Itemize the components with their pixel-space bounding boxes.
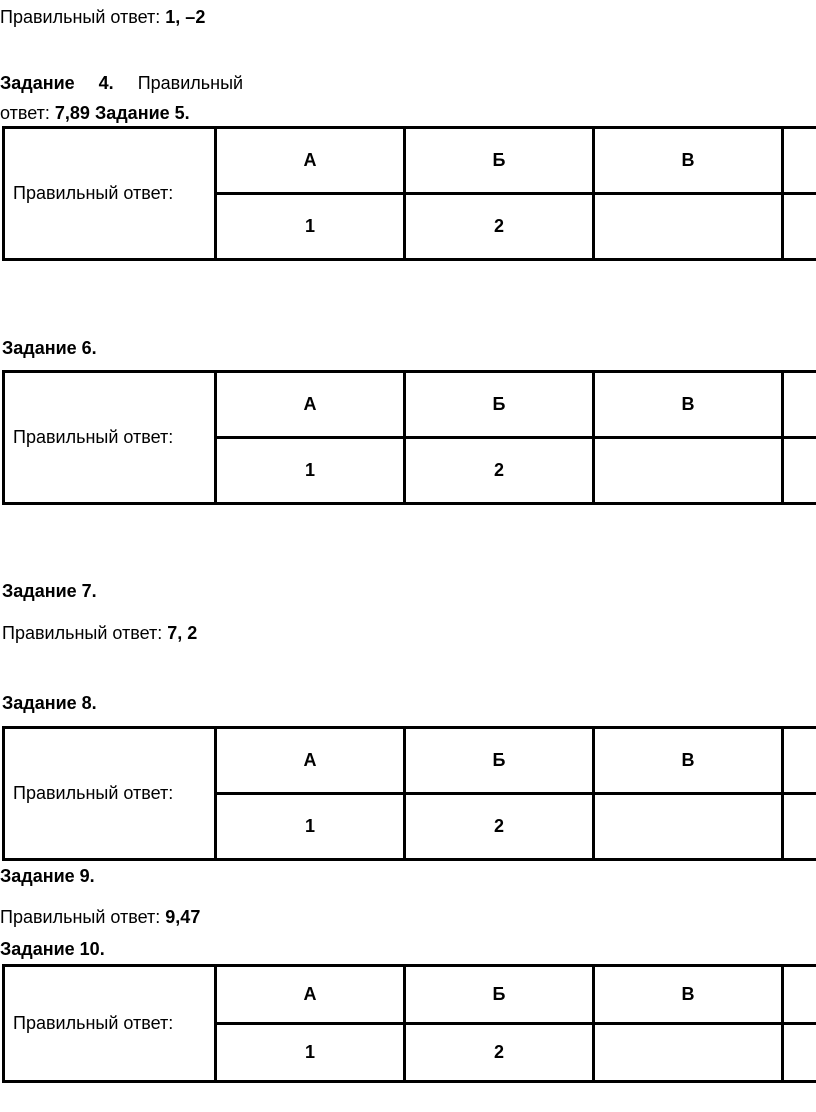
header-cell-b: Б [405, 372, 594, 438]
header-cell-a: А [216, 372, 405, 438]
value-cell-b: 2 [405, 438, 594, 504]
header-cell-a: А [216, 966, 405, 1024]
header-cell-extra [783, 372, 816, 438]
answer-value: 7, 2 [167, 623, 198, 643]
value-cell-a: 1 [216, 438, 405, 504]
task5-title: Задание 5. [94, 103, 190, 123]
header-cell-extra [783, 728, 816, 794]
header-cell-b: Б [405, 728, 594, 794]
task10-title: Задание 10. [0, 939, 105, 959]
header-cell-v: В [594, 728, 783, 794]
task8-answer-table [2, 726, 816, 861]
task9-answer [0, 906, 200, 928]
task-number: 4. [98, 73, 114, 93]
header-cell-v: В [594, 372, 783, 438]
task7-answer [2, 622, 197, 644]
task6-title: Задание 6. [2, 338, 97, 358]
task10-answer-table [2, 964, 816, 1083]
value-cell-b: 2 [405, 194, 594, 260]
task7-title: Задание 7. [2, 581, 97, 601]
value-cell-v [594, 794, 783, 860]
task4-heading [0, 72, 243, 94]
value-cell-a: 1 [216, 794, 405, 860]
value-cell-v [594, 1024, 783, 1082]
task5-answer-table [2, 126, 816, 261]
task9-title: Задание 9. [0, 866, 95, 886]
header-cell-b: Б [405, 966, 594, 1024]
value-cell-b: 2 [405, 1024, 594, 1082]
task3-answer [0, 6, 205, 28]
header-cell-a: А [216, 128, 405, 194]
table-label-cell: Правильный ответ: [4, 728, 216, 860]
task-title: Задание [0, 73, 75, 93]
value-cell-extra [783, 438, 816, 504]
answer-label: Правильный ответ: [0, 7, 161, 27]
value-cell-extra [783, 794, 816, 860]
value-cell-b: 2 [405, 794, 594, 860]
table-label-cell: Правильный ответ: [4, 372, 216, 504]
answer-label-rest: ответ: [0, 103, 50, 123]
value-cell-v [594, 194, 783, 260]
answer-value: 1, –2 [165, 7, 206, 27]
header-cell-v: В [594, 966, 783, 1024]
answer-label: Правильный ответ: [0, 907, 161, 927]
answer-value: 9,47 [165, 907, 201, 927]
value-cell-a: 1 [216, 194, 405, 260]
header-cell-extra [783, 128, 816, 194]
task8-title: Задание 8. [2, 693, 97, 713]
answer-label: Правильный ответ: [2, 623, 163, 643]
value-cell-extra [783, 194, 816, 260]
header-cell-extra [783, 966, 816, 1024]
task6-answer-table [2, 370, 816, 505]
value-cell-extra [783, 1024, 816, 1082]
header-cell-b: Б [405, 128, 594, 194]
header-cell-v: В [594, 128, 783, 194]
answer-value: 7,89 [54, 103, 90, 123]
table-label-cell: Правильный ответ: [4, 128, 216, 260]
value-cell-v [594, 438, 783, 504]
table-label-cell: Правильный ответ: [4, 966, 216, 1082]
header-cell-a: А [216, 728, 405, 794]
task4-answer [0, 102, 190, 124]
value-cell-a: 1 [216, 1024, 405, 1082]
answer-label-word: Правильный [137, 73, 244, 93]
